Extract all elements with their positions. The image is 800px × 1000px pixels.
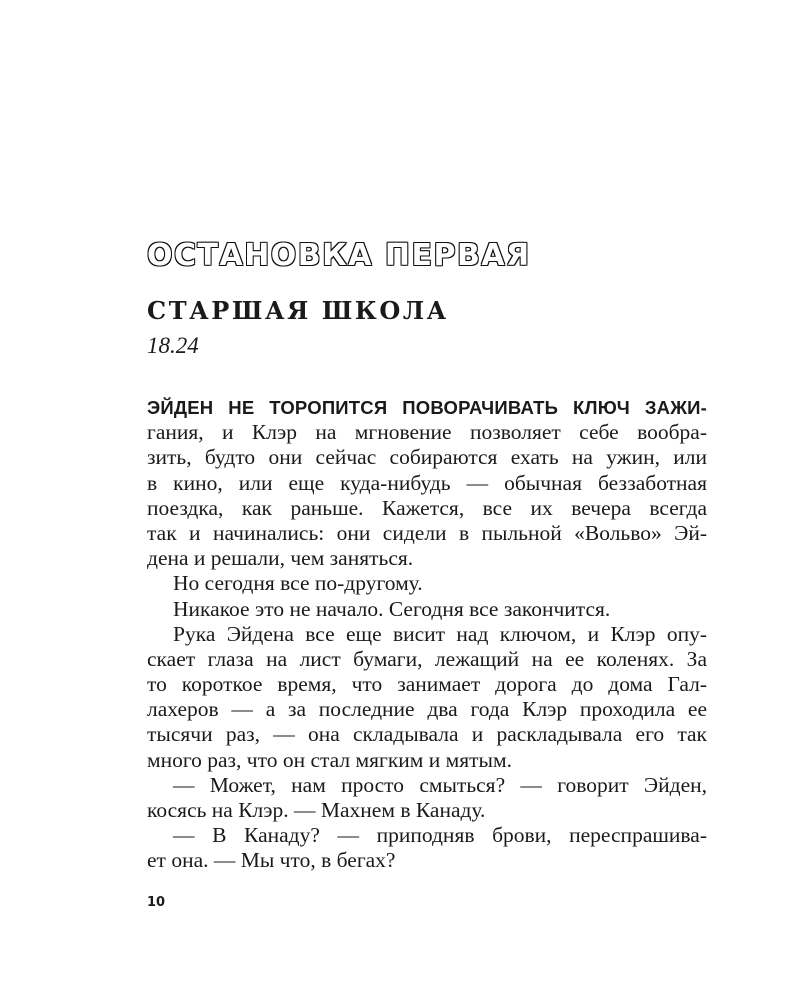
text-line: — В Канаду? — приподняв брови, переспрашива- <box>173 823 707 848</box>
text-line: много раз, что он стал мягким и мятым. <box>147 747 512 772</box>
page-number: 10 <box>147 895 166 910</box>
chapter-subtitle: СТАРШАЯ ШКОЛА <box>147 296 449 325</box>
text-line: лахеров — а за последние два года Клэр проходила ее <box>147 697 707 722</box>
text-line: гания, и Клэр на мгновение позволяет себе вообра- <box>147 420 707 445</box>
chapter-title: ОСТАНОВКА ПЕРВАЯ <box>147 238 531 273</box>
text-line: Никакое это не начало. Сегодня все закончится. <box>173 596 611 621</box>
body-text <box>147 395 707 874</box>
text-line: Рука Эйдена все еще висит над ключом, и Клэр опу- <box>173 621 707 646</box>
text-line: скает глаза на лист бумаги, лежащий на ее коленях. За <box>147 646 707 671</box>
text-line: тысячи раз, — она складывала и раскладывала его так <box>147 722 707 747</box>
text-line: Но сегодня все по-другому. <box>173 571 423 596</box>
text-line: поездка, как раньше. Кажется, все их вечера всегда <box>147 495 707 520</box>
text-line: ет она. — Мы что, в бегах? <box>147 848 396 873</box>
text-line: косясь на Клэр. — Махнем в Канаду. <box>147 798 486 822</box>
text-line: дена и решали, чем заняться. <box>147 546 414 571</box>
text-line: то короткое время, что занимает дорога до дома Гал- <box>147 672 707 697</box>
text-line: зить, будто они сейчас собираются ехать на ужин, или <box>147 445 707 470</box>
text-line: — Может, нам просто смыться? — говорит Эйден, <box>173 772 707 797</box>
chapter-time: 18.24 <box>147 333 199 358</box>
text-line: ЭЙДЕН НЕ ТОРОПИТСЯ ПОВОРАЧИВАТЬ КЛЮЧ ЗАЖИ- <box>147 397 707 418</box>
text-line: так и начинались: они сидели в пыльной «Вольво» Эй- <box>147 520 707 545</box>
text-line: в кино, или еще куда-нибудь — обычная беззаботная <box>147 470 707 495</box>
